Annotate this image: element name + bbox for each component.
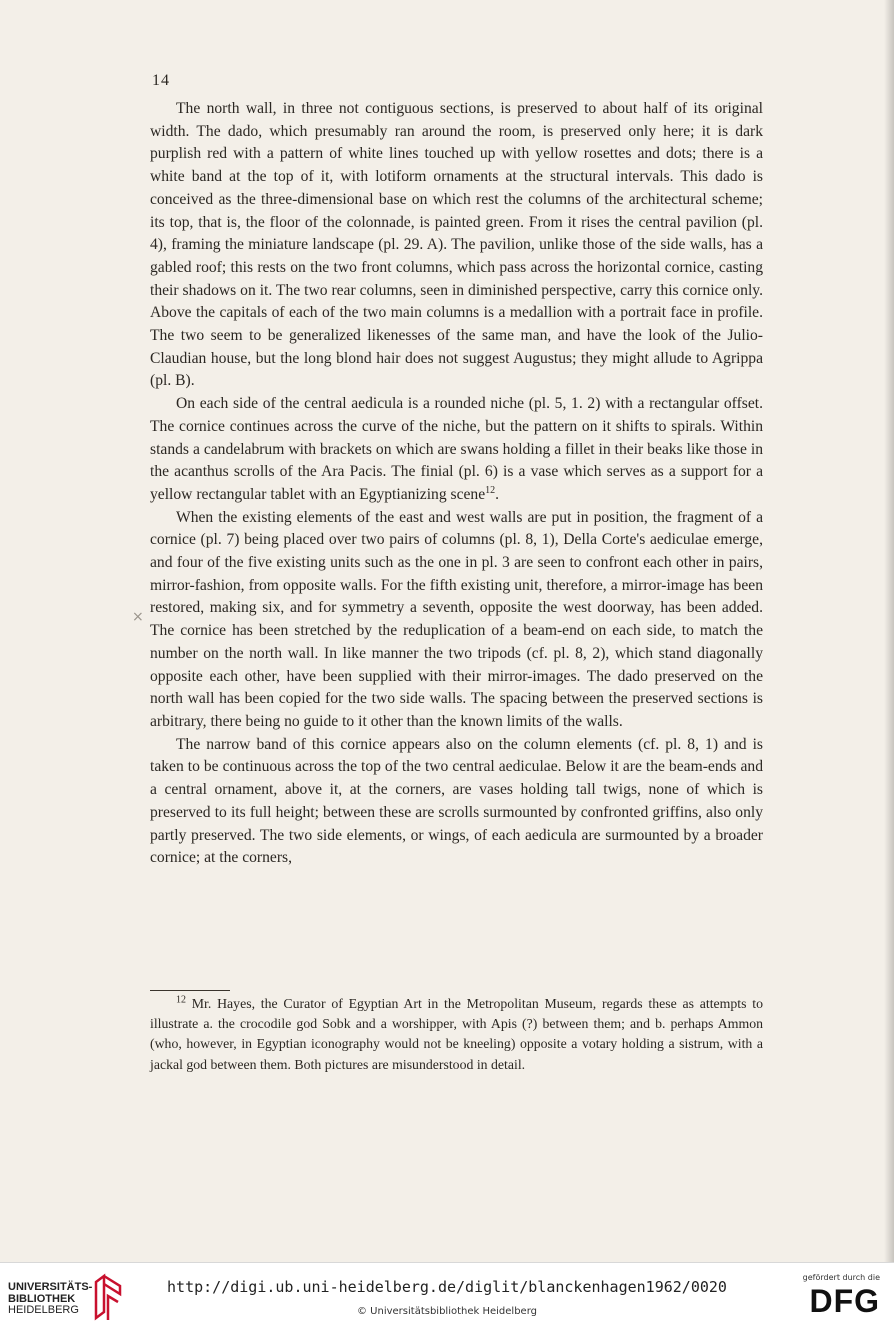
paragraph-1: The north wall, in three not contiguous sections, is preserved to about half of its original width. The dado, which presumably ran around the room, is preserved only here; it is dark purplish red with a pattern of white lines touched up with yellow rosettes and dots; there is a white band at the top of it, with lotiform ornaments at the structural intervals. This dado is conceived as the three-dimensional base on which rest the columns of the architectural scheme; its top, that is, the floor of the colonnade, is painted green. From it rises the central pavilion (pl. 4), framing the miniature landscape (pl. 29. A). The pavilion, unlike those of the side walls, has a gabled roof; this rests on the two front columns, which pass across the horizontal cornice, casting their shadows on it. The two rear columns, seen in diminished perspective, carry this cornice only. Above the capitals of each of the two main columns is a medallion with a portrait face in profile. The two seem to be generalized likenesses of the same man, and have the look of the Julio-Claudian house, but the long blond hair does not suggest Augustus; they might allude to Agrippa (pl. B). [150, 100, 763, 390]
page-edge-shadow [884, 0, 894, 1262]
footnote-number: 12 [176, 994, 186, 1006]
copyright-notice: © Universitätsbibliothek Heidelberg [356, 1306, 537, 1317]
paragraph-3: When the existing elements of the east and west walls are put in position, the fragment of a cornice (pl. 7) being placed over two pairs of columns (pl. 8, 1), Della Corte's aediculae emerge, and four of the five existing units such as the one in pl. 3 are seen to confront each other in pairs, mirror-fashion, from opposite walls. For the fifth existing unit, therefore, a mirror-image has been restored, making six, and for symmetry a seventh, opposite the west doorway, has been added. The cornice has been stretched by the reduplication of a beam-end on each side, to match the number on the north wall. In like manner the two tripods (cf. pl. 8, 2), which stand diagonally opposite each other, have been supplied with their mirror-images. The dado preserved on the north wall has been copied for the two side walls. The spacing between the preserved sections is arbitrary, there being no guide to it other than the known limits of the walls. [150, 508, 763, 730]
paragraph-4: The narrow band of this cornice appears also on the column elements (cf. pl. 8, 1) and is taken to be continuous across the top of the two central aediculae. Below it are the beam-ends and a central ornament, above it, at the corners, are vases holding tall twigs, none of which is preserved to its full height; between these are scrolls surmounted by confronted griffins, also only partly preserved. The two side elements, or wings, of each aedicula are surmounted by a broader cornice; at the corners, [150, 735, 763, 867]
footnote-text: Mr. Hayes, the Curator of Egyptian Art in the Metropolitan Museum, regards these as attempts to illustrate a. the crocodile god Sobk and a worshipper, with Apis (?) between them; and b. perhaps Ammon (who, however, in Egyptian iconography would not be kneeling) opposite a votary holding a sistrum, with a jackal god between them. Both pictures are misunderstood in detail. [150, 996, 763, 1072]
library-name-line-3: HEIDELBERG [8, 1304, 79, 1316]
library-name-line-2: BIBLIOTHEK [8, 1292, 76, 1305]
margin-mark: × [132, 609, 144, 625]
footnote-reference: 12 [485, 484, 496, 496]
footnote [150, 994, 763, 1075]
funding-note: gefördert durch die [802, 1273, 880, 1282]
paragraph-2-text: On each side of the central aedicula is a rounded niche (pl. 5, 1. 2) with a rectangular offset. The cornice continues across the curve of the niche, but the pattern on it shifts to spirals. Within stands a candelabrum with brackets on which are swans holding a fillet in their beaks like those in the acanthus scrolls of the Ara Pacis. The finial (pl. 6) is a vase which serves as a support for a yellow rectangular tablet with an Egyptianizing scene [150, 395, 763, 503]
body-text [150, 98, 763, 870]
viewer-footer [0, 1262, 894, 1330]
library-name-line-1: UNIVERSITÄTS- [8, 1281, 93, 1293]
dfg-logo[interactable]: DFG [809, 1283, 880, 1319]
permalink-url[interactable]: http://digi.ub.uni-heidelberg.de/diglit/blanckenhagen1962/0020 [167, 1278, 727, 1296]
footnote-reference-period: . [495, 485, 500, 503]
footnote-divider [150, 990, 230, 991]
page-number: 14 [152, 72, 170, 89]
paragraph-2 [150, 393, 763, 507]
